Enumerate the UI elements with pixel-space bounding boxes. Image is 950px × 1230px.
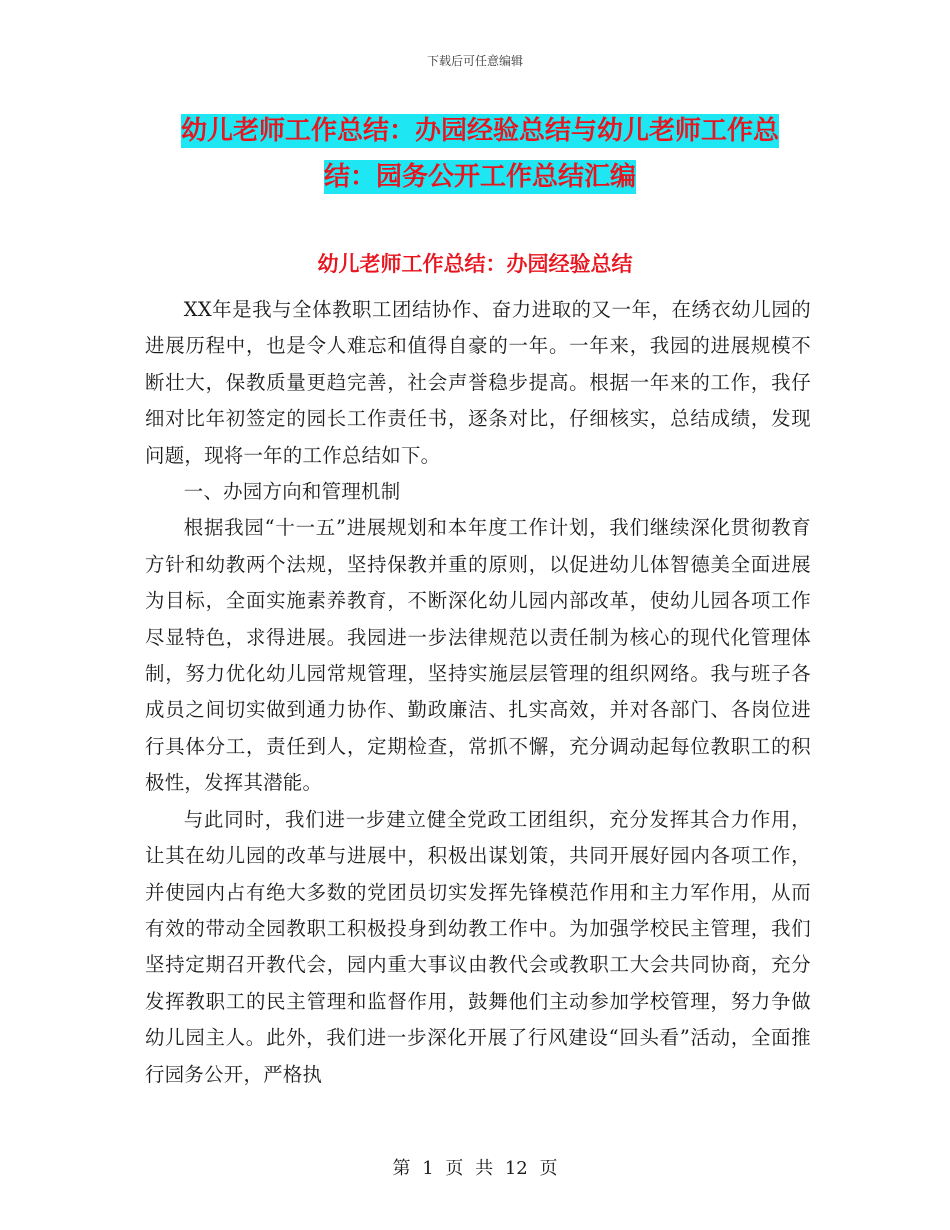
section-title: 幼儿老师工作总结：办园经验总结	[317, 252, 633, 276]
document-title-line-1: 幼儿老师工作总结：办园经验总结与幼儿老师工作总	[180, 116, 779, 146]
document-title-line-2: 结：园务公开工作总结汇编	[323, 162, 636, 192]
page-header-note: 下载后可任意编辑	[426, 54, 523, 68]
page-number-footer: 第 1 页 共 12 页	[392, 1158, 558, 1179]
document-title	[140, 108, 820, 200]
document-body	[145, 292, 811, 1093]
paragraph-management: 根据我园“十一五”进展规划和本年度工作计划，我们继续深化贯彻教育方针和幼教两个法规，坚持保教并重的原则，以促进幼儿体智德美全面进展为目标，全面实施素养教育，不断深化幼儿园内部改革，使幼儿园各项工作尽显特色，求得进展。我园进一步法律规范以责任制为核心的现代化管理体制，努力优化幼儿园常规管理，坚持实施层层管理的组织网络。我与班子各成员之间切实做到通力协作、勤政廉洁、扎实高效，并对各部门、各岗位进行具体分工，责任到人，定期检查，常抓不懈，充分调动起每位教职工的积极性，发挥其潜能。	[145, 516, 811, 795]
heading-section-1: 一、办园方向和管理机制	[183, 480, 401, 504]
paragraph-organization: 与此同时，我们进一步建立健全党政工团组织，充分发挥其合力作用，让其在幼儿园的改革与进展中，积极出谋划策，共同开展好园内各项工作，并使园内占有绝大多数的党团员切实发挥先锋模范作用和主力军作用，从而有效的带动全园教职工积极投身到幼教工作中。为加强学校民主管理，我们坚持定期召开教代会，园内重大事议由教代会或教职工大会共同协商，充分发挥教职工的民主管理和监督作用，鼓舞他们主动参加学校管理，努力争做幼儿园主人。此外，我们进一步深化开展了行风建设“回头看”活动，全面推行园务公开，严格执	[145, 807, 811, 1086]
paragraph-intro: XX年是我与全体教职工团结协作、奋力进取的又一年，在绣衣幼儿园的进展历程中，也是令人难忘和值得自豪的一年。一年来，我园的进展规模不断壮大，保教质量更趋完善，社会声誉稳步提高。根据一年来的工作，我仔细对比年初签定的园长工作责任书，逐条对比，仔细核实，总结成绩，发现问题，现将一年的工作总结如下。	[145, 298, 811, 467]
